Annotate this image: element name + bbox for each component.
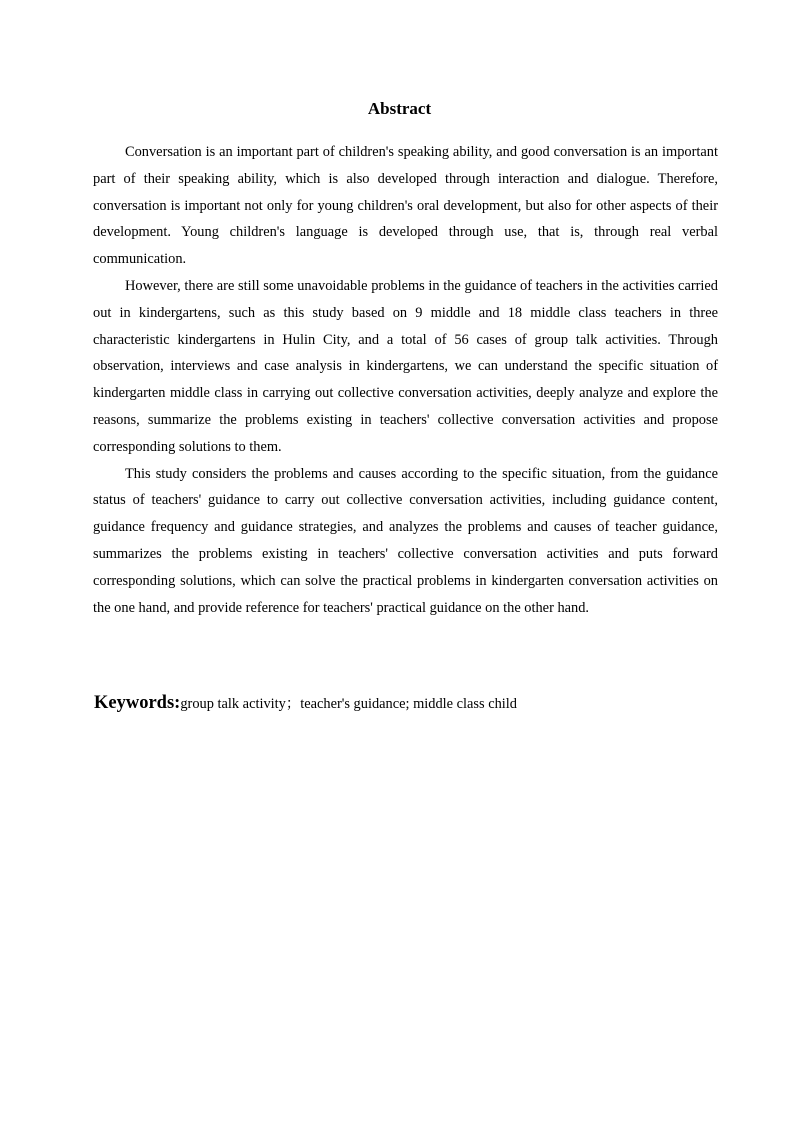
- abstract-body: [93, 139, 718, 621]
- keywords-label: Keywords:: [94, 693, 181, 713]
- abstract-title: Abstract: [367, 99, 432, 118]
- abstract-paragraph-3: This study considers the problems and causes according to the specific situation, from the guidance status of teachers' guidance to carry out collective conversation activities, including guidance content, guidance frequency and guidance strategies, and analyzes the problems and causes of teacher guidance, summarizes the problems existing in teachers' collective conversation activities and puts forward corresponding solutions, which can solve the practical problems in kindergarten conversation activities on the one hand, and provide reference for teachers' practical guidance on the other hand.: [93, 465, 718, 616]
- keywords-text: group talk activity；teacher's guidance; middle class child: [180, 696, 517, 712]
- abstract-paragraph-2: However, there are still some unavoidable problems in the guidance of teachers in the activities carried out in kindergartens, such as this study based on 9 middle and 18 middle class teachers in three characteristic kindergartens in Hulin City, and a total of 56 cases of group talk activities. Through observation, interviews and case analysis in kindergartens, we can understand the specific situation of kindergarten middle class in carrying out collective conversation activities, deeply analyze and explore the reasons, summarize the problems existing in teachers' collective conversation activities and propose corresponding solutions to them.: [93, 277, 718, 455]
- abstract-paragraph-1: Conversation is an important part of children's speaking ability, and good conversation is an important part of their speaking ability, which is also developed through interaction and dialogue. Therefore, conversation is important not only for young children's oral development, but also for other aspects of their development. Young children's language is developed through use, that is, through real verbal communication.: [93, 144, 718, 268]
- keywords-line: [94, 690, 719, 717]
